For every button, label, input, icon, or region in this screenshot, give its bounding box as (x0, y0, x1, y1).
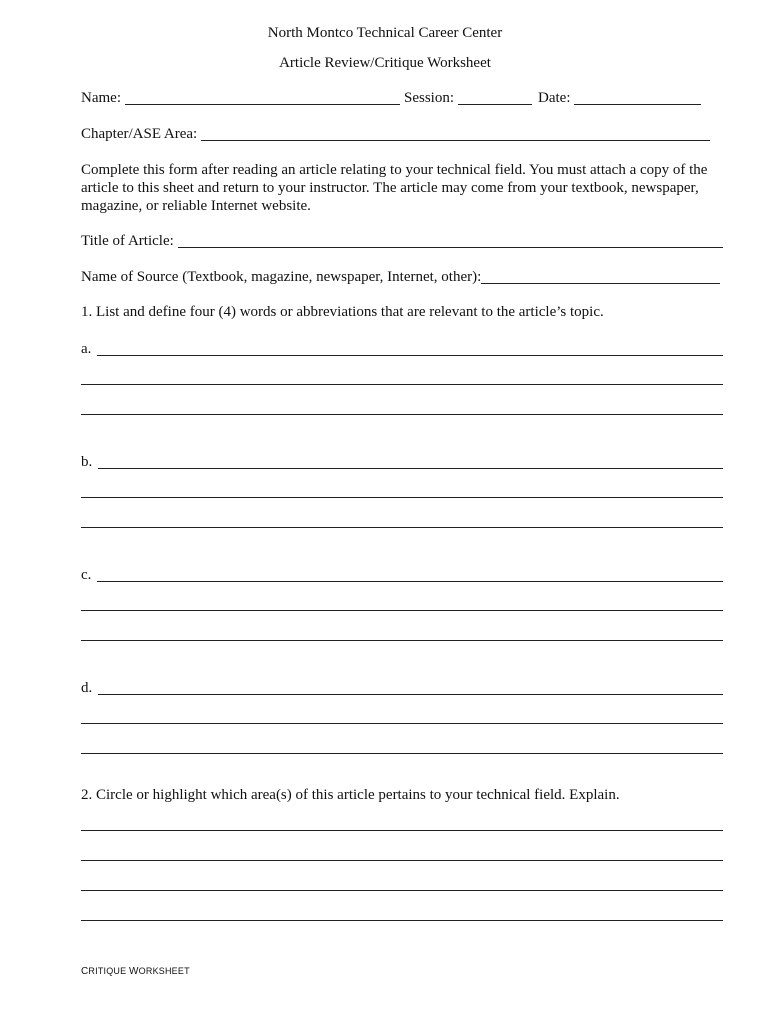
name-field[interactable] (125, 90, 400, 105)
item-d-field[interactable] (98, 680, 723, 695)
date-label: Date: (538, 90, 571, 106)
item-b-row (81, 453, 723, 471)
date-field[interactable] (574, 90, 701, 105)
instructions-paragraph (81, 161, 731, 215)
item-b-line-2[interactable] (81, 497, 723, 498)
item-c-line-2[interactable] (81, 610, 723, 611)
item-d-label: d. (81, 680, 93, 696)
instructions-line: article to this sheet and return to your instructor. The article may come from your textbook, newspaper, (81, 180, 699, 196)
chapter-label: Chapter/ASE Area: (81, 126, 198, 142)
article-title-field[interactable] (178, 233, 723, 248)
item-a-row (81, 340, 723, 358)
page-footer (81, 966, 190, 977)
source-field[interactable] (481, 269, 720, 284)
question-2-line-4[interactable] (81, 920, 723, 921)
article-title-label: Title of Article: (81, 233, 174, 249)
item-c-field[interactable] (97, 567, 723, 582)
footer-word-2: ORKSHEET (138, 966, 190, 976)
footer-word-1: RITIQUE (88, 966, 130, 976)
item-b-field[interactable] (98, 454, 723, 469)
item-a-field[interactable] (97, 341, 723, 356)
question-1-text: 1. List and define four (4) words or abbreviations that are relevant to the article’s topic. (81, 304, 604, 320)
item-c-label: c. (81, 567, 92, 583)
source-row (81, 268, 720, 286)
instructions-line: Complete this form after reading an article relating to your technical field. You must attach a copy of the (81, 162, 708, 178)
question-2-line-3[interactable] (81, 890, 723, 891)
item-c-line-3[interactable] (81, 640, 723, 641)
item-c-row (81, 566, 723, 584)
question-2-line-2[interactable] (81, 860, 723, 861)
item-b-line-3[interactable] (81, 527, 723, 528)
item-d-line-2[interactable] (81, 723, 723, 724)
session-field[interactable] (458, 90, 532, 105)
item-d-line-3[interactable] (81, 753, 723, 754)
item-a-label: a. (81, 341, 92, 357)
question-2-text: 2. Circle or highlight which area(s) of this article pertains to your technical field. Explain. (81, 787, 620, 803)
footer-initial-c: C (81, 966, 89, 977)
name-label: Name: (81, 90, 121, 106)
chapter-row (81, 125, 710, 143)
item-a-line-3[interactable] (81, 414, 723, 415)
footer-initial-w: W (129, 966, 139, 977)
session-label: Session: (403, 90, 454, 106)
form-title: Article Review/Critique Worksheet (279, 55, 491, 71)
name-session-date-row (81, 89, 701, 107)
source-label: Name of Source (Textbook, magazine, newspaper, Internet, other): (81, 269, 482, 285)
instructions-line: magazine, or reliable Internet website. (81, 198, 311, 214)
school-name: North Montco Technical Career Center (267, 25, 503, 41)
item-b-label: b. (81, 454, 93, 470)
item-d-row (81, 679, 723, 697)
article-title-row (81, 232, 723, 250)
item-a-line-2[interactable] (81, 384, 723, 385)
question-2-line-1[interactable] (81, 830, 723, 831)
chapter-field[interactable] (201, 126, 710, 141)
